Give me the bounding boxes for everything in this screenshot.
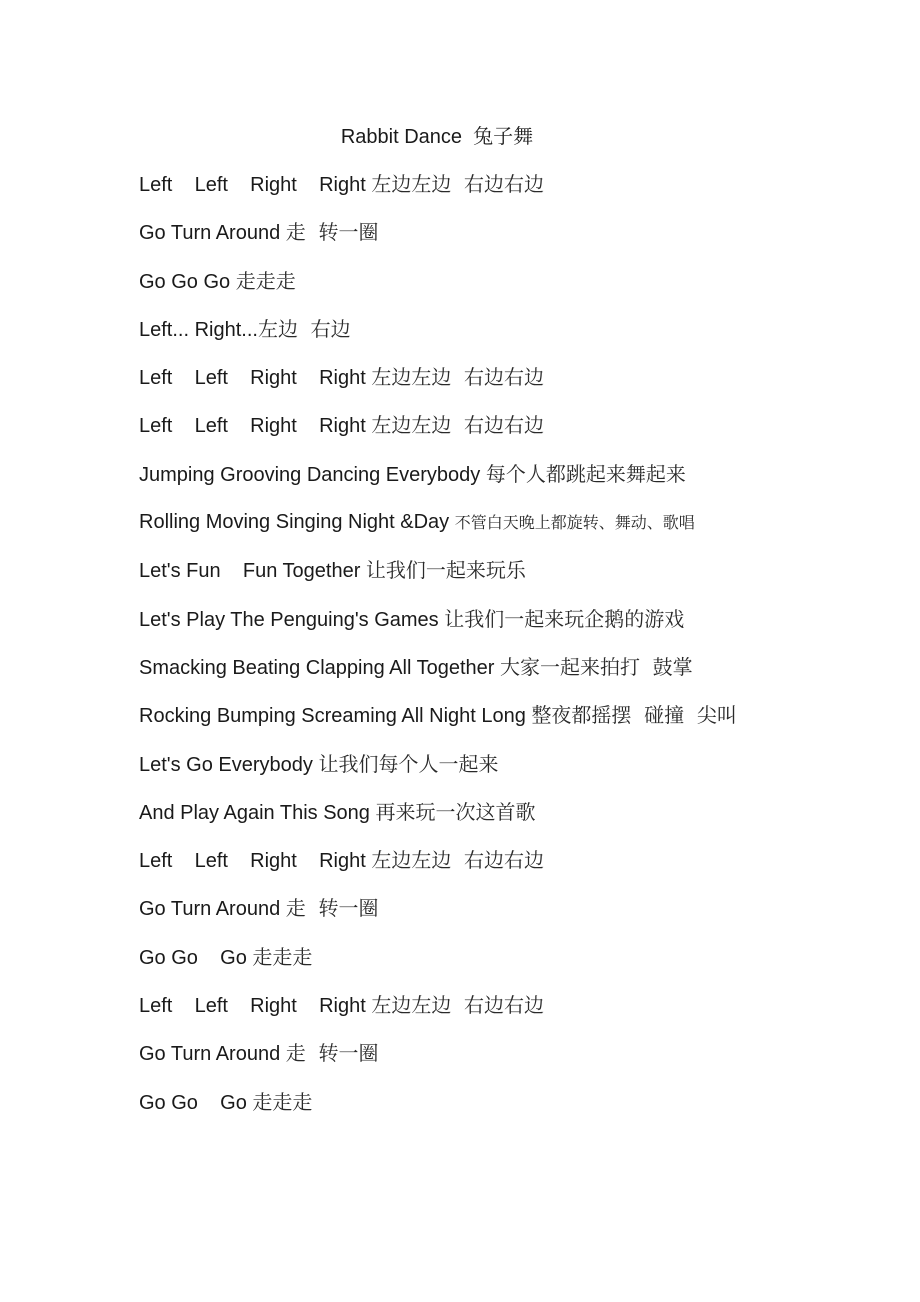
lyric-line bbox=[139, 653, 899, 701]
page-title bbox=[0, 122, 874, 151]
lyric-english: Rocking Bumping Screaming All Night Long bbox=[139, 705, 532, 728]
lyric-english: Go Turn Around bbox=[139, 898, 286, 921]
lyric-line bbox=[139, 315, 899, 363]
lyric-line bbox=[139, 460, 899, 508]
lyric-english: Go Go Go bbox=[139, 946, 253, 969]
lyric-english: Go Turn Around bbox=[139, 1043, 286, 1066]
lyric-english: Let's Play The Penguing's Games bbox=[139, 608, 445, 631]
lyric-line bbox=[139, 508, 899, 556]
lyric-english: Left Left Right Right bbox=[139, 367, 372, 390]
lyric-line bbox=[139, 701, 899, 749]
lyric-line bbox=[139, 943, 899, 991]
lyric-english: Rolling Moving Singing Night &Day bbox=[139, 511, 455, 534]
lyric-line bbox=[139, 846, 899, 894]
lyric-chinese: 左边左边 右边右边 bbox=[371, 848, 545, 873]
lyric-chinese: 左边左边 右边右边 bbox=[371, 172, 545, 196]
lyric-english: Smacking Beating Clapping All Together bbox=[139, 656, 500, 679]
lyric-chinese: 不管白天晚上都旋转、舞动、歌唱 bbox=[454, 513, 695, 533]
lyric-line bbox=[139, 894, 899, 942]
title-english: Rabbit Dance bbox=[340, 126, 463, 148]
lyric-chinese: 让我们每个人一起来 bbox=[318, 751, 499, 776]
lyric-chinese: 左边 右边 bbox=[257, 316, 351, 341]
lyric-line bbox=[139, 605, 899, 653]
lyric-line bbox=[139, 218, 899, 266]
lyric-chinese: 走走走 bbox=[252, 1089, 313, 1114]
lyric-chinese: 走 转一圈 bbox=[285, 896, 379, 921]
lyric-english: Left Left Right Right bbox=[139, 174, 372, 196]
lyric-chinese: 走走走 bbox=[235, 268, 296, 293]
lyric-line bbox=[139, 170, 899, 218]
lyric-chinese: 大家一起来拍打 鼓掌 bbox=[499, 654, 693, 679]
lyric-chinese: 每个人都跳起来舞起来 bbox=[485, 461, 686, 486]
lyric-line bbox=[139, 1088, 899, 1136]
lyric-chinese: 左边左边 右边右边 bbox=[371, 413, 545, 438]
lyric-chinese: 走走走 bbox=[252, 944, 313, 969]
lyric-chinese: 左边左边 右边右边 bbox=[371, 993, 545, 1018]
lyric-english: Go Go Go bbox=[139, 1091, 253, 1114]
lyric-line bbox=[139, 750, 899, 798]
lyric-english: Go Turn Around bbox=[139, 222, 286, 245]
lyric-line bbox=[139, 267, 899, 315]
lyric-english: Left Left Right Right bbox=[139, 415, 372, 438]
lyric-english: Left Left Right Right bbox=[139, 850, 372, 873]
title-chinese: 兔子舞 bbox=[473, 124, 534, 148]
lyric-english: Let's Go Everybody bbox=[139, 753, 319, 776]
lyric-line bbox=[139, 1039, 899, 1087]
lyrics-list bbox=[139, 170, 899, 1136]
lyric-chinese: 走 转一圈 bbox=[285, 1041, 379, 1066]
lyric-chinese: 整夜都摇摆 碰撞 尖叫 bbox=[531, 703, 737, 728]
lyric-line bbox=[139, 411, 899, 459]
lyric-line bbox=[139, 363, 899, 411]
lyric-chinese: 再来玩一次这首歌 bbox=[375, 799, 536, 824]
lyric-line bbox=[139, 556, 899, 604]
lyric-chinese: 走 转一圈 bbox=[285, 220, 379, 245]
lyric-chinese: 让我们一起来玩企鹅的游戏 bbox=[444, 606, 685, 631]
lyric-english: Left... Right... bbox=[139, 318, 258, 341]
lyric-chinese: 左边左边 右边右边 bbox=[371, 365, 545, 390]
lyric-english: Let's Fun Fun Together bbox=[139, 560, 366, 583]
lyric-chinese: 让我们一起来玩乐 bbox=[365, 558, 526, 583]
lyric-english: And Play Again This Song bbox=[139, 801, 376, 824]
lyric-english: Left Left Right Right bbox=[139, 995, 372, 1018]
lyric-english: Go Go Go bbox=[139, 270, 236, 293]
lyric-english: Jumping Grooving Dancing Everybody bbox=[139, 463, 486, 486]
lyric-line bbox=[139, 991, 899, 1039]
lyric-line bbox=[139, 798, 899, 846]
